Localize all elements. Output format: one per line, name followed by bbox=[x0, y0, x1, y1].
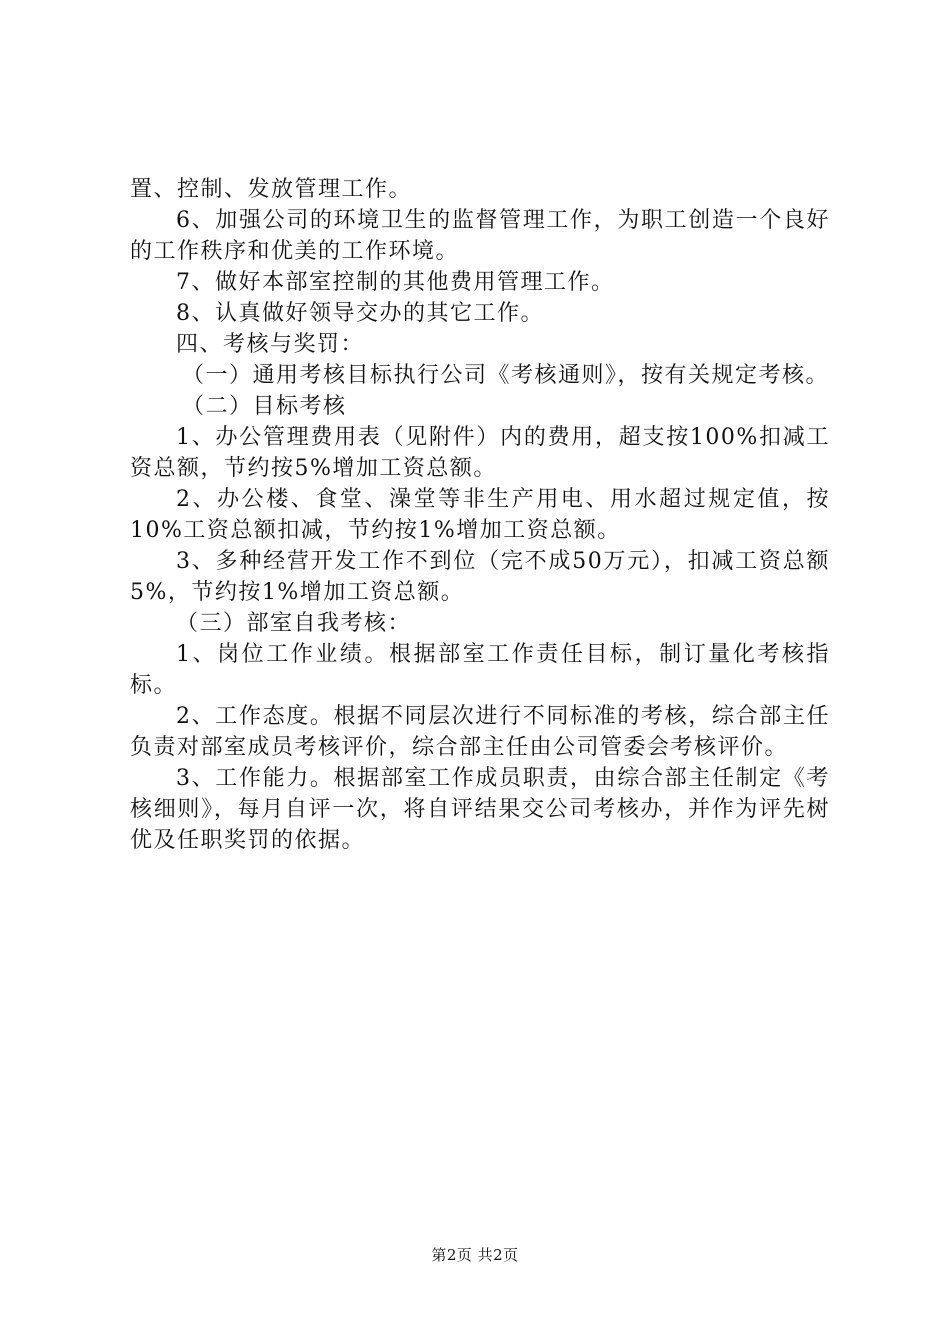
paragraph-continuation: 置、控制、发放管理工作。 bbox=[130, 177, 413, 202]
paragraph-target-item-2: 2、办公楼、食堂、澡堂等非生产用电、用水超过规定值，按10%工资总额扣减，节约按1%增加工资总额。 bbox=[130, 487, 830, 543]
paragraph-self-item-2: 2、工作态度。根据不同层次进行不同标准的考核，综合部主任负责对部室成员考核评价，综合部主任由公司管委会考核评价。 bbox=[130, 704, 830, 760]
paragraph-item-7: 7、做好本部室控制的其他费用管理工作。 bbox=[176, 270, 615, 295]
paragraph-self-item-3: 3、工作能力。根据部室工作成员职责，由综合部主任制定《考核细则》，每月自评一次，将自评结果交公司考核办，并作为评先树优及任职奖罚的依据。 bbox=[130, 766, 830, 853]
document-body bbox=[130, 174, 830, 856]
subheading-target-assessment: （二）目标考核 bbox=[182, 394, 347, 419]
paragraph-self-item-1: 1、岗位工作业绩。根据部室工作责任目标，制订量化考核指标。 bbox=[130, 642, 830, 698]
paragraph-item-8: 8、认真做好领导交办的其它工作。 bbox=[176, 301, 544, 326]
paragraph-general-assessment: （一）通用考核目标执行公司《考核通则》，按有关规定考核。 bbox=[182, 363, 830, 388]
paragraph-target-item-3: 3、多种经营开发工作不到位（完不成50万元），扣减工资总额5%，节约按1%增加工资总额。 bbox=[130, 549, 830, 605]
page-number-footer: 第2页 共2页 bbox=[431, 1246, 519, 1264]
section-heading-assessment: 四、考核与奖罚： bbox=[176, 332, 365, 357]
paragraph-target-item-1: 1、办公管理费用表（见附件）内的费用，超支按100%扣减工资总额，节约按5%增加工资总额。 bbox=[130, 425, 830, 481]
subheading-self-assessment: （三）部室自我考核： bbox=[176, 611, 412, 636]
paragraph-item-6: 6、加强公司的环境卫生的监督管理工作，为职工创造一个良好的工作秩序和优美的工作环境。 bbox=[130, 208, 830, 264]
